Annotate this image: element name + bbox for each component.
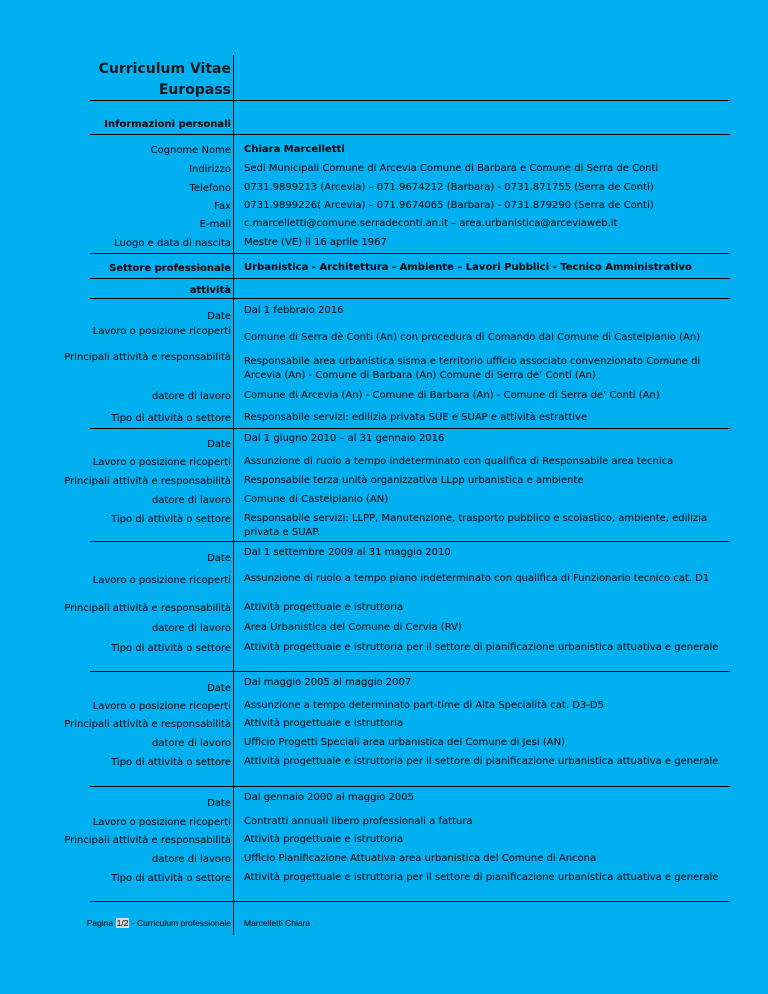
job-type: Attività progettuale e istruttoria per il settore di pianificazione urbanistica attuativa e generale (244, 872, 719, 883)
value-address: Sedi Municipali Comune di Arcevia Comune di Barbara e Comune di Serra de Conti (244, 163, 659, 174)
divider (90, 298, 730, 299)
label-type: Tipo di attività o settore (111, 413, 231, 424)
job-position: Comune di Serra dè Conti (An) con procedura di Comando dal Comune di Castelplanio (An) (244, 332, 701, 343)
job-date: Dal gennaio 2000 al maggio 2005 (244, 792, 414, 803)
label-type: Tipo di attività o settore (111, 514, 231, 525)
cv-title-line2: Europass (158, 82, 231, 98)
label-main-activities: Principali attività e responsabilità (64, 352, 231, 363)
label-main-activities: Principali attività e responsabilità (64, 719, 231, 730)
label-position: Lavoro o posizione ricoperti (92, 326, 231, 337)
job-employer: Ufficio Pianificazione Attuativa area urbanistica del Comune di Ancona (244, 853, 597, 864)
divider (90, 901, 730, 902)
label-main-activities: Principali attività e responsabilità (64, 603, 231, 614)
job-date: Dal 1 giugno 2010 – al 31 gennaio 2016 (244, 433, 445, 444)
job-main-activities: Responsabile terza unità organizzativa LLpp urbanistica e ambiente (244, 475, 584, 486)
job-date: Dal 1 febbraio 2016 (244, 305, 344, 316)
label-name: Cognome Nome (150, 145, 231, 156)
job-position: Contratti annuali libero professionali a fattura (244, 816, 473, 827)
cv-title-line1: Curriculum Vitae (98, 61, 231, 77)
divider (90, 278, 730, 279)
value-birth: Mestre (VE) il 16 aprile 1967 (244, 237, 387, 248)
label-employer: datore di lavoro (152, 391, 231, 402)
job-main-activities: Attività progettuale e istruttoria (244, 834, 404, 845)
job-type: Responsabile servizi: edilizia privata SUE e SUAP e attività estrattive (244, 412, 588, 423)
label-main-activities: Principali attività e responsabilità (64, 476, 231, 487)
label-phone: Telefono (189, 183, 231, 194)
label-sector: Settore professionale (109, 263, 231, 274)
label-position: Lavoro o posizione ricoperti (92, 701, 231, 712)
footer-suffix: - Curriculum professionale (129, 918, 231, 928)
job-date: Dal 1 settembre 2009 al 31 maggio 2010 (244, 547, 451, 558)
label-position: Lavoro o posizione ricoperti (92, 817, 231, 828)
value-sector: Urbanistica - Architettura - Ambiente – Lavori Pubblici - Tecnico Amministrativo (244, 262, 692, 273)
label-employer: datore di lavoro (152, 623, 231, 634)
label-date: Date (207, 798, 231, 809)
label-date: Date (207, 439, 231, 450)
job-type: Attività progettuale e istruttoria per il settore di pianificazione urbanistica attuativa e generale (244, 756, 719, 767)
label-date: Date (207, 311, 231, 322)
divider (90, 541, 730, 542)
job-employer: Comune di Castelplanio (AN) (244, 494, 389, 505)
job-main-activities: Attività progettuale e istruttoria (244, 602, 404, 613)
divider (90, 671, 730, 672)
label-email: E-mail (199, 219, 231, 230)
section-activity: attività (189, 285, 231, 296)
footer-prefix: Pagina (86, 918, 116, 928)
label-type: Tipo di attività o settore (111, 757, 231, 768)
column-divider (233, 55, 234, 935)
section-personal: Informazioni personali (104, 119, 231, 130)
label-position: Lavoro o posizione ricoperti (92, 575, 231, 586)
label-employer: datore di lavoro (152, 495, 231, 506)
label-main-activities: Principali attività e responsabilità (64, 835, 231, 846)
job-position: Assunzione di ruolo a tempo piano indeterminato con qualifica di Funzionario tecnico cat. D1 (244, 573, 710, 584)
label-fax: Fax (214, 201, 231, 212)
label-employer: datore di lavoro (152, 854, 231, 865)
job-main-activities: Attività progettuale e istruttoria (244, 718, 404, 729)
label-birth: Luogo e data di nascita (114, 238, 231, 249)
job-employer: Comune di Arcevia (An) - Comune di Barbara (An) - Comune di Serra de’ Conti (An) (244, 390, 660, 401)
value-phone: 0731.9899213 (Arcevia) – 071.9674212 (Barbara) - 0731.871755 (Serra de Conti) (244, 182, 654, 193)
divider (90, 100, 730, 101)
page-number: 1/2 (116, 918, 129, 928)
divider (90, 786, 730, 787)
label-position: Lavoro o posizione ricoperti (92, 457, 231, 468)
label-date: Date (207, 553, 231, 564)
divider (90, 134, 730, 135)
cv-title (99, 59, 231, 101)
label-address: Indirizzo (189, 164, 231, 175)
label-type: Tipo di attività o settore (111, 873, 231, 884)
value-name: Chiara Marcelletti (244, 144, 345, 155)
job-type: Attività progettuale e istruttoria per il settore di pianificazione urbanistica attuativa e generale (244, 642, 719, 653)
value-fax: 0731.9899226( Arcevia) – 071.9674065 (Barbara) - 0731.879290 (Serra de Conti) (244, 200, 654, 211)
footer-author: Marcelletti Chiara (244, 918, 311, 928)
job-main-activities: Responsabile area urbanistica sisma e territorio ufficio associato convenzionato Comune di Arcevia (An) - Comune di Barbara (An) Comune di Serra de’ Conti (An) (244, 356, 701, 381)
job-position: Assunzione a tempo determinato part-time di Alta Specialità cat. D3-D5 (244, 700, 604, 711)
job-type: Responsabile servizi: LLPP, Manutenzione, trasporto pubblico e scolastico, ambiente, edilizia privata e SUAP. (244, 513, 708, 538)
job-date: Dal maggio 2005 al maggio 2007 (244, 677, 412, 688)
value-email: c.marcelletti@comune.serradeconti.an.it – area.urbanistica@arceviaweb.it (244, 218, 618, 229)
label-employer: datore di lavoro (152, 738, 231, 749)
footer-page-info (87, 918, 231, 928)
job-employer: Ufficio Progetti Speciali area urbanistica del Comune di Jesi (AN) (244, 737, 565, 748)
job-position: Assunzione di ruolo a tempo indeterminato con qualifica di Responsabile area tecnica (244, 456, 674, 467)
divider (90, 253, 730, 254)
label-date: Date (207, 683, 231, 694)
label-type: Tipo di attività o settore (111, 643, 231, 654)
divider (90, 428, 730, 429)
job-employer: Area Urbanistica del Comune di Cervia (RV) (244, 622, 462, 633)
